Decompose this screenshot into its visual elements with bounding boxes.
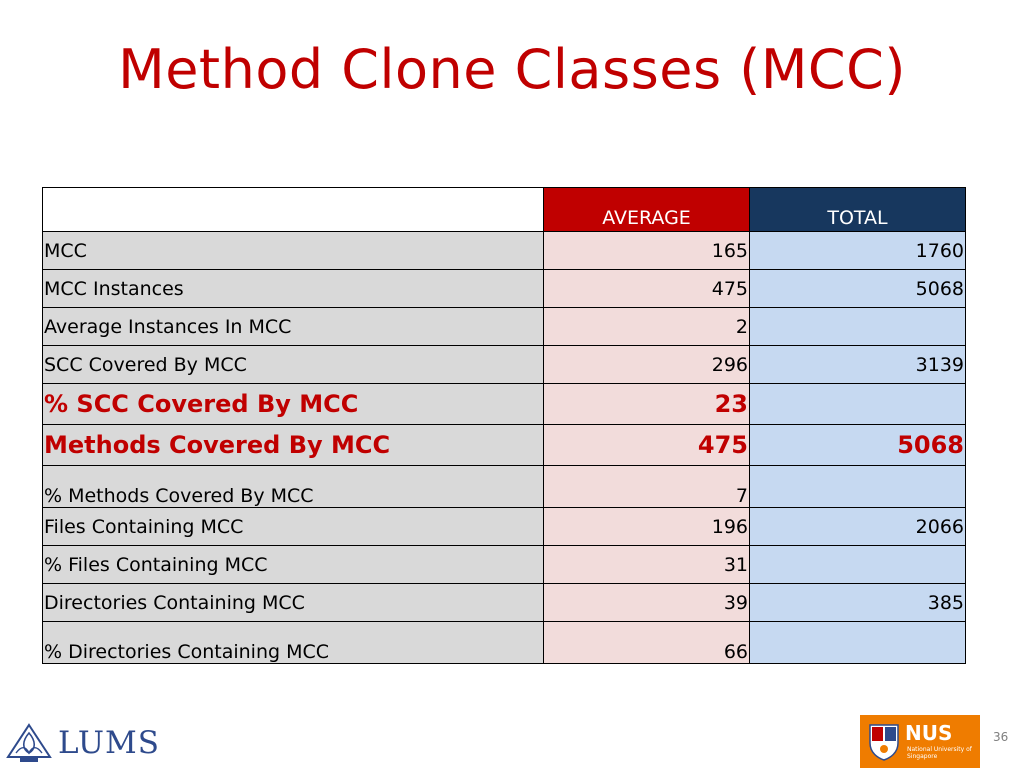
row-label: Directories Containing MCC xyxy=(43,584,544,622)
nus-logo-subtitle: National University of Singapore xyxy=(907,746,972,760)
nus-crest-icon xyxy=(868,723,900,761)
row-label: MCC xyxy=(43,232,544,270)
row-total-value: 1760 xyxy=(750,232,966,270)
table-header-row xyxy=(43,188,966,232)
row-label: Methods Covered By MCC xyxy=(43,425,544,466)
table-row xyxy=(43,466,966,508)
row-total-value xyxy=(750,622,966,664)
row-average-value: 296 xyxy=(544,346,750,384)
row-label: % SCC Covered By MCC xyxy=(43,384,544,425)
row-total-value: 3139 xyxy=(750,346,966,384)
lums-logo-text: LUMS xyxy=(58,725,160,761)
table-row-highlighted xyxy=(43,384,966,425)
row-total-value xyxy=(750,546,966,584)
nus-logo-text: NUS xyxy=(905,721,953,745)
header-average: AVERAGE xyxy=(544,188,750,232)
row-average-value: 475 xyxy=(544,270,750,308)
row-total-value: 5068 xyxy=(750,270,966,308)
row-average-value: 165 xyxy=(544,232,750,270)
table-row xyxy=(43,232,966,270)
row-label: % Directories Containing MCC xyxy=(43,622,544,664)
header-label-cell xyxy=(43,188,544,232)
lums-logo xyxy=(6,718,160,768)
row-average-value: 475 xyxy=(544,425,750,466)
row-average-value: 7 xyxy=(544,466,750,508)
slide-title: Method Clone Classes (MCC) xyxy=(118,38,906,101)
row-total-value xyxy=(750,384,966,425)
table-row xyxy=(43,508,966,546)
row-label: Files Containing MCC xyxy=(43,508,544,546)
row-label: MCC Instances xyxy=(43,270,544,308)
lums-emblem-icon xyxy=(6,723,52,763)
table-row xyxy=(43,308,966,346)
page-number: 36 xyxy=(993,730,1009,744)
header-total: TOTAL xyxy=(750,188,966,232)
row-average-value: 23 xyxy=(544,384,750,425)
row-total-value xyxy=(750,308,966,346)
row-label: % Files Containing MCC xyxy=(43,546,544,584)
row-average-value: 196 xyxy=(544,508,750,546)
table-row xyxy=(43,270,966,308)
row-label: SCC Covered By MCC xyxy=(43,346,544,384)
row-label: % Methods Covered By MCC xyxy=(43,466,544,508)
row-average-value: 39 xyxy=(544,584,750,622)
row-average-value: 31 xyxy=(544,546,750,584)
nus-logo xyxy=(860,715,980,768)
table-row xyxy=(43,622,966,664)
row-average-value: 2 xyxy=(544,308,750,346)
row-total-value: 385 xyxy=(750,584,966,622)
row-average-value: 66 xyxy=(544,622,750,664)
row-total-value: 5068 xyxy=(750,425,966,466)
row-total-value: 2066 xyxy=(750,508,966,546)
row-total-value xyxy=(750,466,966,508)
row-label: Average Instances In MCC xyxy=(43,308,544,346)
table-row xyxy=(43,546,966,584)
table-row xyxy=(43,584,966,622)
table-row xyxy=(43,346,966,384)
mcc-stats-table xyxy=(42,187,966,664)
table-row-highlighted xyxy=(43,425,966,466)
